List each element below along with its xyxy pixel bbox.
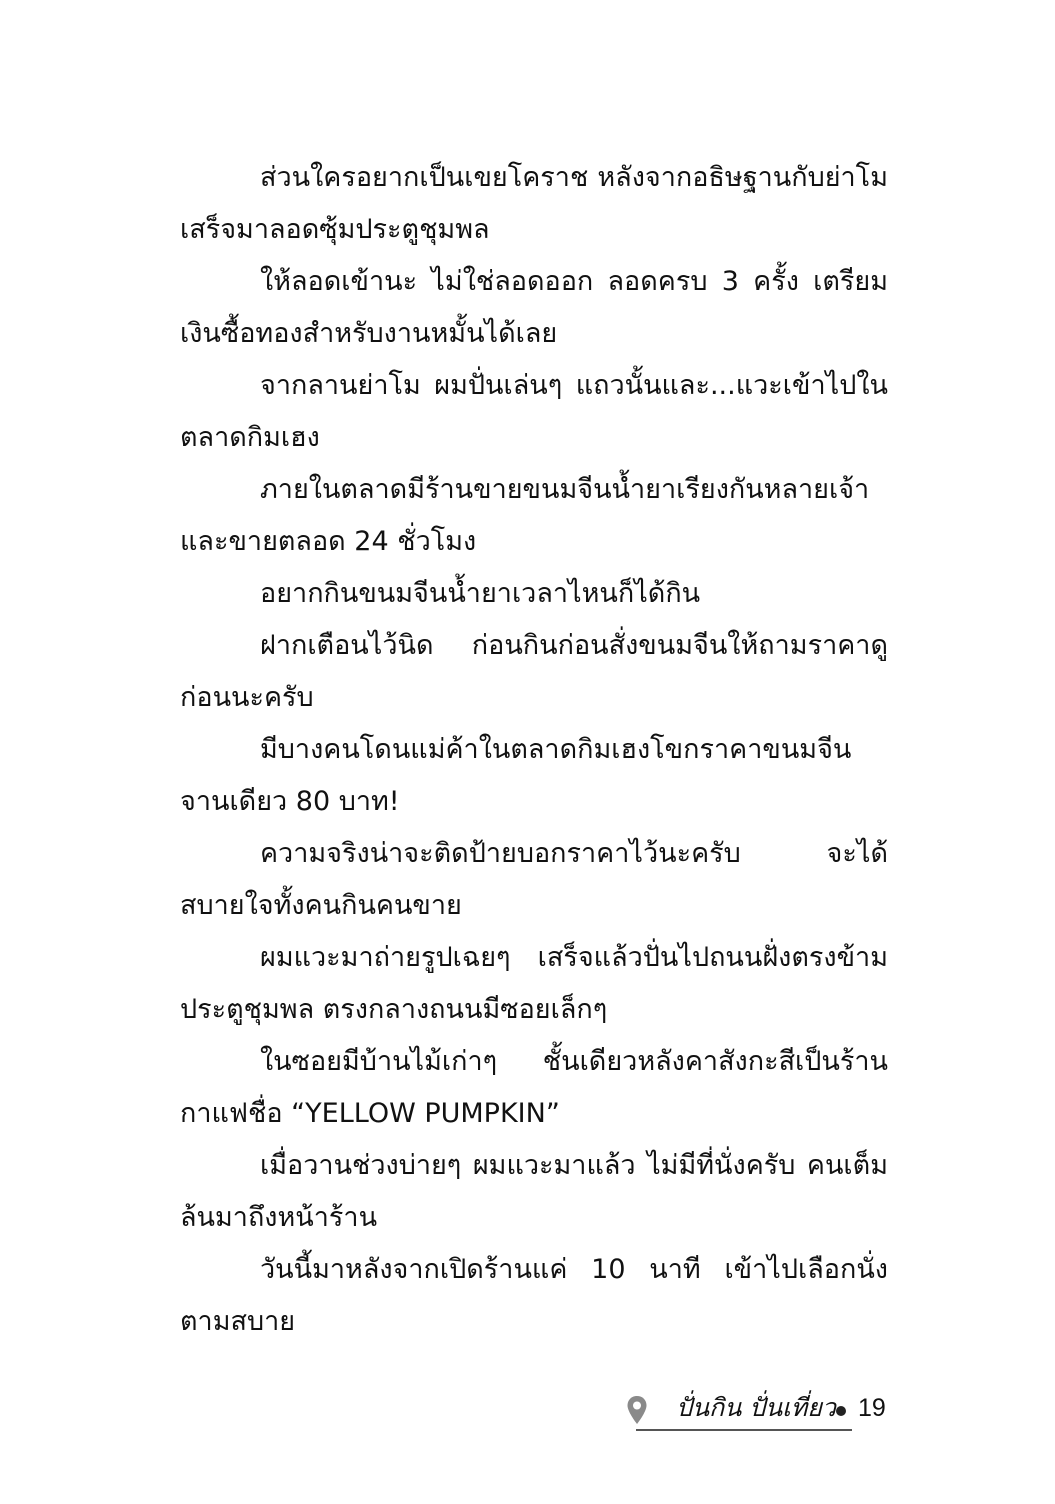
paragraph: ฝากเตือนไว้นิด ก่อนกินก่อนสั่งขนมจีนให้ถามราคาดูก่อนนะครับ: [180, 630, 888, 713]
paragraph: วันนี้มาหลังจากเปิดร้านแค่ 10 นาที เข้าไปเลือกนั่งตามสบาย: [180, 1254, 888, 1337]
paragraph: ให้ลอดเข้านะ ไม่ใช่ลอดออก ลอดครบ 3 ครั้ง เตรียมเงินซื้อทองสำหรับงานหมั้นได้เลย: [180, 266, 888, 349]
paragraph: อยากกินขนมจีนน้ำยาเวลาไหนก็ได้กิน: [260, 578, 701, 609]
paragraph: จากลานย่าโม ผมปั่นเล่นๆ แถวนั้นและ...แวะเข้าไปในตลาดกิมเฮง: [180, 370, 888, 453]
footer-underline: [636, 1429, 852, 1431]
paragraph: ส่วนใครอยากเป็นเขยโคราช หลังจากอธิษฐานกับย่าโมเสร็จมาลอดซุ้มประตูชุมพล: [180, 162, 888, 245]
page-footer: [622, 1390, 892, 1434]
paragraph: ผมแวะมาถ่ายรูปเฉยๆ เสร็จแล้วปั่นไปถนนฝั่งตรงข้ามประตูชุมพล ตรงกลางถนนมีซอยเล็กๆ: [180, 942, 888, 1025]
paragraph: เมื่อวานช่วงบ่ายๆ ผมแวะมาแล้ว ไม่มีที่นั่งครับ คนเต็มล้นมาถึงหน้าร้าน: [180, 1150, 888, 1233]
page-number: 19: [858, 1394, 886, 1422]
paragraph: มีบางคนโดนแม่ค้าในตลาดกิมเฮงโขกราคาขนมจีนจานเดียว 80 บาท!: [180, 734, 852, 817]
footer-bullet: [836, 1406, 846, 1416]
paragraph: ภายในตลาดมีร้านขายขนมจีนน้ำยาเรียงกันหลายเจ้าและขายตลอด 24 ชั่วโมง: [180, 474, 870, 557]
paragraph: ในซอยมีบ้านไม้เก่าๆ ชั้นเดียวหลังคาสังกะสีเป็นร้านกาแฟชื่อ “YELLOW PUMPKIN”: [180, 1046, 888, 1129]
paragraph: ความจริงน่าจะติดป้ายบอกราคาไว้นะครับ จะได้สบายใจทั้งคนกินคนขาย: [180, 838, 888, 921]
map-pin-icon: [626, 1395, 648, 1425]
body-text: [180, 152, 888, 1348]
book-title: ปั่นกิน ปั่นเที่ยว: [676, 1393, 836, 1422]
